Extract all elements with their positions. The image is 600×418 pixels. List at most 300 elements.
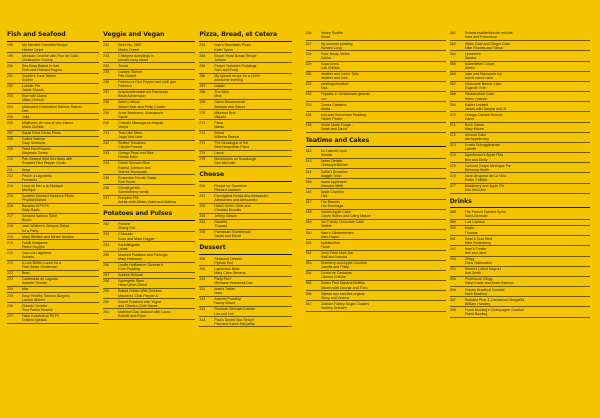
index-entry	[199, 120, 291, 130]
recipe-author: James with Sandra and Jil	[464, 106, 507, 111]
index-entry	[7, 43, 99, 53]
recipe-title: Arroz Mexicano; Guacamole	[118, 110, 163, 115]
recipe-title: Lobster Pie	[22, 84, 40, 89]
index-entry	[199, 53, 291, 63]
recipe-author: William Hundley	[464, 301, 491, 306]
entry-text	[321, 159, 446, 167]
recipe-author: secret carrot cake	[464, 76, 493, 81]
recipe-author: Nicole	[320, 35, 331, 40]
recipe-author: Pipilotti Rist	[214, 260, 233, 265]
section-heading: Dessert	[199, 244, 291, 255]
index-entry	[7, 224, 99, 234]
entry-text	[118, 64, 195, 68]
recipe-title: Thai-Like Stew	[118, 130, 142, 135]
recipe-title: Apple Crumble	[320, 189, 344, 194]
recipe-author: Lisbeth	[464, 147, 477, 152]
entry-text	[214, 157, 291, 165]
page-number: 232	[103, 43, 110, 48]
index-entry	[450, 92, 590, 102]
entry-text	[321, 72, 446, 80]
recipe-title: Raclette	[214, 220, 228, 225]
index-entry	[7, 314, 99, 324]
entry-text	[22, 174, 99, 182]
recipe-author: Mark Bradford	[464, 291, 488, 296]
recipe-title: Marinated Celebration Salmon Ramen	[22, 104, 83, 109]
entry-text	[22, 131, 99, 135]
index-entry	[199, 277, 291, 287]
index-entry	[7, 293, 99, 303]
entry-text	[118, 279, 195, 287]
page-number: 225	[7, 293, 13, 298]
entry-text	[22, 94, 99, 102]
page-number: 311	[199, 287, 205, 292]
section-heading: Potatoes and Pulses	[103, 210, 195, 221]
index-entry	[199, 110, 291, 120]
recipe-author: Flora Yukhnovich	[464, 261, 492, 266]
recipe-title: Orange-Currant Scones	[464, 112, 503, 117]
recipe-title: Almond Cake	[464, 133, 487, 138]
recipe-author: Helen Chanan	[464, 96, 488, 101]
page-number: 224	[7, 287, 13, 292]
entry-text	[321, 113, 446, 121]
recipe-title: Sopa Crera	[320, 61, 339, 66]
index-entry	[450, 112, 590, 122]
index-entry	[199, 43, 291, 53]
page-number: 274	[199, 151, 206, 156]
entry-text	[22, 121, 99, 129]
entry-text	[22, 64, 99, 72]
entry-text	[465, 103, 590, 111]
section-heading: Drinks	[450, 198, 590, 209]
entry-text	[465, 220, 590, 224]
page-number: 219	[7, 240, 13, 245]
recipe-author: Carmen Chillida	[320, 275, 346, 280]
recipe-author: Fernando	[22, 177, 38, 182]
recipe-title: Sean's Sour Rind	[464, 236, 493, 241]
entry-text	[321, 251, 446, 259]
page-number: 326	[305, 31, 312, 36]
page-number: 349	[305, 220, 312, 225]
page-number: 199	[7, 53, 13, 58]
recipe-title: Chocolate Biscuit Cake	[464, 82, 502, 87]
recipe-author: Mike Rottenberg	[464, 240, 491, 245]
recipe-title: Mary Whitten and Mirsini Amidon	[22, 234, 74, 239]
page-number: 207	[7, 130, 13, 135]
recipe-author: Alejandro Torres	[22, 151, 48, 156]
recipe-title: Recipe for Succeese	[214, 183, 248, 188]
page-number: 206	[7, 120, 13, 125]
index-section	[306, 31, 446, 133]
index-entry	[103, 131, 195, 141]
index-column	[450, 31, 590, 418]
index-entry	[7, 261, 99, 271]
recipe-title: Blueberry and Apple Crumble	[320, 261, 367, 266]
recipe-title: Honey Souffle	[320, 31, 343, 36]
recipe-author: Sophie	[22, 78, 34, 83]
recipe-title: Caldeirada de Lagosta	[22, 277, 58, 282]
page-number: 376	[449, 173, 456, 178]
entry-text	[465, 123, 590, 131]
recipe-author: Alessandro and Alessandro	[214, 197, 258, 202]
recipe-title: Iwans Appletarte	[320, 179, 347, 184]
recipe-author: Jamie Shears	[22, 88, 44, 93]
recipe-author: Cheddar Biscuits	[214, 208, 242, 213]
entry-text	[118, 151, 195, 159]
recipe-title: Heather and Ivan's Trifle	[320, 72, 359, 77]
entry-text	[465, 153, 590, 161]
recipe-author: tomato curry sauce	[118, 57, 149, 62]
recipe-title: Pomme	[118, 222, 131, 227]
page-number: 259	[103, 289, 110, 294]
page-number: 370	[449, 112, 456, 117]
page-number: 261	[103, 309, 110, 314]
page-number: 388	[449, 210, 456, 215]
index-entry	[306, 41, 446, 51]
recipe-author: Lukas	[118, 246, 128, 251]
index-entry	[199, 141, 291, 151]
page-number: 215	[7, 193, 13, 198]
index-entry	[7, 173, 99, 183]
page-number: 347	[305, 200, 312, 205]
index-entry	[7, 63, 99, 73]
entry-text	[214, 287, 291, 295]
page-number: 226	[7, 303, 13, 308]
entry-text	[214, 111, 291, 119]
index-section	[450, 198, 590, 318]
page-number: 265	[199, 63, 206, 68]
recipe-author: Richard Jackson	[214, 187, 241, 192]
recipe-title: Luis Laplace	[464, 220, 485, 225]
page-number: 243	[103, 151, 110, 156]
index-entry	[306, 51, 446, 61]
recipe-title: Sweet Potatoes with Yogurt	[118, 299, 162, 304]
page-number: 256	[103, 262, 110, 267]
page-number: 245	[103, 175, 110, 180]
page-number: 267	[199, 84, 206, 89]
index-column	[199, 31, 291, 418]
index-entry	[103, 110, 195, 120]
recipe-author: Lauren Weiner	[22, 297, 46, 302]
page-number: 364	[449, 51, 456, 56]
recipe-author: Sasha	[320, 55, 331, 60]
index-entry	[306, 31, 446, 41]
recipe-title: Warm Lettuce	[118, 100, 141, 105]
index-entry	[199, 266, 291, 276]
recipe-title: Professore Glögg	[464, 277, 493, 282]
recipe-author: Iwan	[214, 291, 222, 296]
index-entry	[306, 149, 446, 159]
entry-text	[22, 204, 99, 212]
page-number: 264	[199, 53, 206, 58]
recipe-title: Bran	[22, 271, 30, 276]
index-entry	[306, 179, 446, 189]
entry-text	[321, 220, 446, 228]
entry-text	[22, 287, 99, 291]
entry-text	[22, 214, 99, 222]
page-number: 269	[199, 100, 206, 105]
page-number: 221	[7, 261, 13, 266]
index-entry	[7, 94, 99, 104]
recipe-title: Matthew Day Jackson with Laura,	[118, 309, 172, 314]
recipe-title: Iwan and Manuela's top	[464, 72, 503, 77]
recipe-author: Karen	[464, 116, 475, 121]
entry-text	[214, 214, 291, 218]
page-number: 393	[449, 256, 456, 261]
entry-text	[118, 300, 195, 308]
recipe-title: Anya	[22, 167, 31, 172]
entry-text	[22, 251, 99, 259]
index-entry	[103, 70, 195, 80]
index-column	[306, 31, 446, 418]
entry-text	[22, 157, 99, 165]
index-entry	[306, 169, 446, 179]
entry-text	[465, 143, 590, 151]
recipe-title: Gluten Free Banana Muffins	[320, 281, 365, 286]
index-entry	[306, 240, 446, 250]
recipe-title: Mejillones de roca al vino blanco	[22, 120, 74, 125]
entry-text	[214, 184, 291, 192]
entry-text	[22, 184, 99, 192]
entry-text	[214, 121, 291, 129]
recipe-title: Tomar	[118, 63, 129, 68]
entry-text	[214, 84, 291, 88]
page-number: 294	[199, 220, 206, 225]
entry-text	[22, 294, 99, 302]
entry-text	[465, 226, 590, 234]
page-number: 247	[103, 196, 110, 201]
page-number: 214	[7, 183, 13, 188]
entry-text	[118, 111, 195, 119]
recipe-author: Hans Ulrich Obrist	[118, 283, 147, 288]
page-number: 362	[449, 31, 456, 36]
index-entry	[199, 230, 291, 240]
recipe-author: and Cilantro-Chile Sauce	[118, 303, 158, 308]
index-entry	[103, 185, 195, 195]
index-entry	[450, 210, 590, 220]
page-number: 209	[7, 147, 13, 152]
recipe-title: Federico's Red Pepper and chilli jam	[118, 80, 176, 85]
page-number: 238	[103, 100, 110, 105]
recipe-author: Ann Smith	[464, 271, 482, 276]
page-number: 356	[305, 291, 312, 296]
recipe-author: Wilhelm Seanai	[214, 135, 239, 140]
recipe-title: Easy Healthy Salmon Burgers	[22, 293, 70, 298]
recipe-title: Frank Bowling's Champagne Cocktail	[464, 307, 524, 312]
recipe-author: Ben and Emily	[464, 157, 488, 162]
recipe-author: Mary Moore	[464, 127, 484, 132]
recipe-title: Lucille Hoffheimer Schreier's	[118, 262, 164, 267]
recipe-title: A Low British Lunch for a	[22, 261, 62, 266]
index-entry	[450, 173, 590, 183]
recipe-title: Tarte de queso de La Viña	[464, 173, 507, 178]
index-entry	[199, 317, 291, 327]
entry-text	[22, 115, 99, 119]
recipe-title: Marc's Glinderbelsen	[320, 230, 354, 235]
index-entry	[306, 102, 446, 112]
recipe-author: Tom Parker Bowles	[22, 307, 53, 312]
recipe-title: Danish Apple Cake	[320, 210, 351, 215]
recipe-title: The Decalogue of the	[214, 141, 249, 146]
recipe-title: Crema Catalana	[320, 102, 347, 107]
recipe-author: Antonio	[22, 254, 35, 259]
index-section	[103, 210, 195, 320]
index-entry	[7, 194, 99, 204]
page-number: 345	[305, 179, 312, 184]
recipe-title: Warm Date and Ginger Cake	[464, 41, 511, 46]
entry-text	[465, 247, 590, 255]
entry-text	[465, 237, 590, 245]
index-entry	[7, 84, 99, 94]
page-number: 368	[449, 92, 456, 97]
recipe-title: Garden Sketch	[118, 69, 142, 74]
recipe-author: Best Neapolitan Pizza	[214, 145, 250, 150]
recipe-title: Party Pav!	[214, 276, 231, 281]
recipe-title: Autumn Pudding	[214, 297, 241, 302]
recipe-author: Christopher Conroy	[22, 57, 53, 62]
index-entry	[199, 100, 291, 110]
page-number: 330	[305, 72, 312, 77]
recipe-title: Work No. 2657	[118, 43, 142, 48]
page-number: 291	[199, 193, 206, 198]
entry-text	[22, 54, 99, 62]
page-number: 268	[199, 90, 206, 95]
recipe-author: Milan Chilhole	[22, 98, 45, 103]
recipe-title: Parmigiana fredda alla Alessandro	[214, 193, 269, 198]
page-number: 390	[449, 226, 456, 231]
recipe-author: for a Party	[22, 228, 39, 233]
recipe-title: Sophie's Tuna Tartare	[22, 73, 57, 78]
recipe-author: Maggie Tobin	[320, 173, 342, 178]
page-number: 266	[199, 73, 206, 78]
recipe-author: Cristina Iglesias	[22, 317, 48, 322]
recipe-title: Baked Potato With Smoked	[118, 289, 162, 294]
entry-text	[465, 31, 590, 39]
index-entry	[7, 240, 99, 250]
entry-text	[214, 151, 291, 155]
recipe-title: Mushrooms on Sourdough	[214, 157, 257, 162]
entry-text	[321, 149, 446, 157]
recipe-author: Keith Tyson	[214, 47, 233, 52]
index-entry	[103, 80, 195, 90]
index-entry	[306, 271, 446, 281]
entry-text	[321, 180, 446, 188]
page-number: 202	[7, 84, 13, 89]
page-number: 292	[199, 203, 206, 208]
index-entry	[306, 251, 446, 261]
index-entry	[103, 222, 195, 232]
page-number: 375	[449, 163, 456, 168]
index-entry	[199, 297, 291, 307]
page-number: 255	[103, 252, 110, 257]
recipe-title: Mashed Potatoes and Parsnips	[118, 252, 168, 257]
entry-text	[118, 263, 195, 271]
recipe-title: Iron and Gooseman Pudding	[320, 112, 366, 117]
page-number: 348	[305, 210, 312, 215]
recipe-title: Gierstegerstin	[118, 185, 141, 190]
entry-text	[22, 194, 99, 202]
recipe-author: Dee	[22, 108, 29, 113]
recipe-title: Synergetic Stew	[118, 279, 144, 284]
page-number: 372	[449, 133, 456, 138]
entry-text	[118, 222, 195, 230]
entry-text	[118, 141, 195, 149]
page-number: 329	[305, 61, 312, 66]
index-entry	[306, 92, 446, 102]
recipe-title: Rock Cakes	[464, 122, 484, 127]
index-entry	[103, 175, 195, 185]
index-entry	[450, 163, 590, 173]
recipe-author: Kris Tommaga	[320, 204, 344, 209]
index-entry	[7, 147, 99, 157]
index-entry	[199, 74, 291, 84]
page-number: 270	[199, 110, 206, 115]
page-number: 293	[199, 214, 206, 219]
recipe-author: Roasted Red Pepper Coulis	[22, 161, 66, 166]
recipe-author: Gary Simmons	[22, 141, 46, 146]
recipe-author: Allison Katz and Philip Coulter	[118, 104, 166, 109]
recipe-title: Fusilli Kedgeree	[22, 240, 48, 245]
entry-text	[22, 314, 99, 322]
index-entry	[306, 220, 446, 230]
recipe-title: Easter Leckerli	[464, 102, 489, 107]
recipe-title: Fried Red Prawns	[22, 147, 51, 152]
entry-text	[465, 210, 590, 218]
recipe-title: Graham Family Sugar Cookies	[320, 301, 369, 306]
index-entry	[103, 196, 195, 206]
entry-text	[118, 43, 195, 51]
entry-text	[22, 241, 99, 249]
recipe-author: Thomas	[214, 224, 228, 229]
index-entry	[450, 153, 590, 163]
recipe-author: Claude Prosser	[118, 145, 143, 150]
page-number: 198	[7, 43, 13, 48]
page-number: 312	[199, 297, 206, 302]
page-number: 210	[7, 157, 13, 162]
recipe-author: Aileen	[464, 66, 475, 70]
page-number: 223	[7, 277, 13, 282]
recipe-title: Glögg	[464, 256, 475, 261]
recipe-title: Squid Fried Cedar Plank	[22, 130, 61, 135]
recipe-title: Stuffed Tomatoes	[118, 141, 146, 146]
entry-text	[118, 310, 195, 318]
index-entry	[450, 62, 590, 72]
page-number: 357	[305, 301, 312, 306]
page-number: 314	[199, 317, 206, 322]
recipe-author: Camilla and Philip	[320, 265, 349, 270]
entry-text	[214, 204, 291, 212]
page-number: 344	[305, 169, 312, 174]
recipe-title: Schwarzwälderkirsche mit Alte	[464, 31, 513, 36]
recipe-title: My Monster Cannibal Recipe	[22, 43, 68, 48]
entry-text	[214, 318, 291, 326]
recipe-title: Loup de Mer a la Monique	[22, 183, 64, 188]
page-number: 367	[449, 82, 456, 87]
recipe-title: Bread	[214, 130, 224, 135]
recipe-title: Artschockensalat mit Parmesan	[118, 90, 169, 95]
entry-text	[214, 74, 291, 82]
index-entry	[450, 72, 590, 82]
index-entry	[7, 157, 99, 167]
recipe-author: Niall and Isandra	[320, 255, 348, 259]
recipe-title: Home Made Fudge...	[320, 122, 354, 127]
entry-text	[214, 100, 291, 108]
index-entry	[103, 100, 195, 110]
recipe-title: Roe with Clams	[22, 94, 47, 99]
page-number: 333	[305, 102, 312, 107]
recipe-author: Manuela Wirth	[320, 183, 344, 188]
recipe-title: Brown Yeast Bread Recipe	[214, 53, 257, 58]
page-number: 240	[103, 120, 110, 125]
